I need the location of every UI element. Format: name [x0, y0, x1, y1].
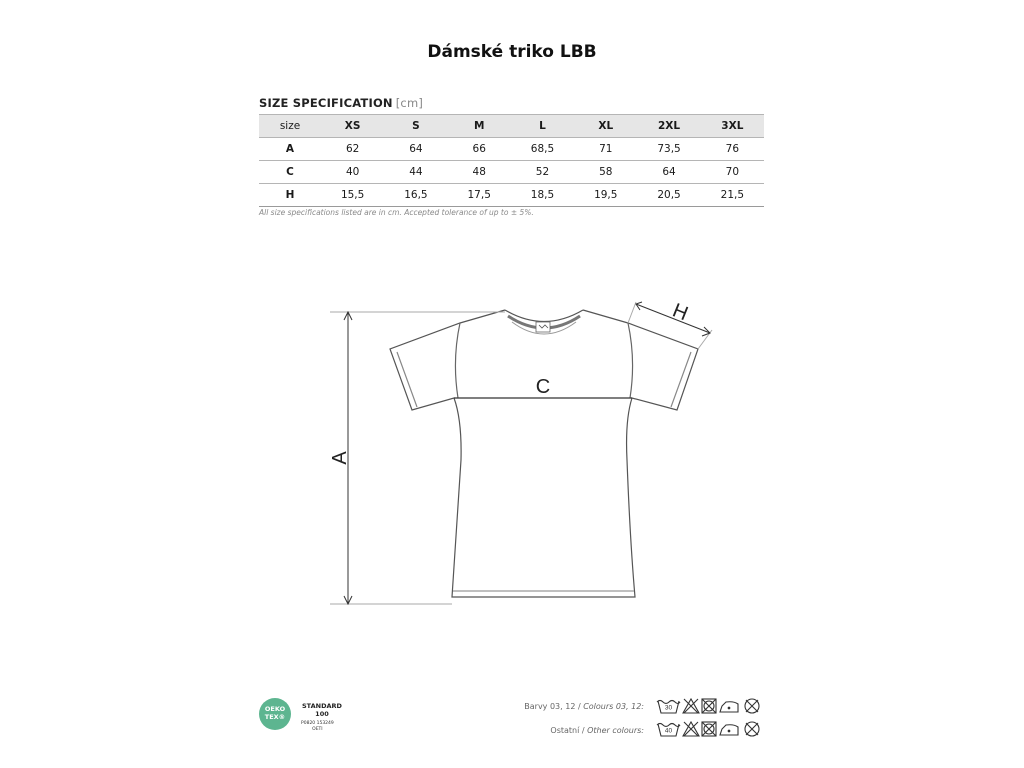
header-cell: M — [448, 115, 511, 138]
header-cell: size — [259, 115, 321, 138]
header-cell: 2XL — [637, 115, 700, 138]
row-label: A — [259, 138, 321, 161]
no-bleach-cross-icon — [684, 722, 698, 736]
table-cell: 66 — [448, 138, 511, 161]
care-icons-row-2 — [656, 719, 766, 739]
care1-cz: Barvy 03, 12 / — [524, 702, 584, 711]
table-cell: 58 — [574, 161, 637, 184]
table-cell: 76 — [701, 138, 764, 161]
oeko-tex-logo — [259, 698, 291, 730]
measure-line-a — [330, 312, 505, 604]
measure-line-h — [628, 299, 712, 349]
care-label-other — [444, 726, 644, 735]
size-spec-unit: [cm] — [395, 96, 424, 110]
wash-temp-40: 40 — [664, 727, 673, 735]
table-cell: 44 — [384, 161, 447, 184]
table-cell: 48 — [448, 161, 511, 184]
standard-text — [302, 702, 342, 718]
row-label: H — [259, 184, 321, 207]
header-cell: XL — [574, 115, 637, 138]
table-cell: 62 — [321, 138, 384, 161]
no-bleach-cross-icon — [684, 699, 698, 713]
table-cell: 73,5 — [637, 138, 700, 161]
care2-cz: Ostatní / — [550, 726, 588, 735]
wash-water-icon — [657, 724, 680, 727]
tolerance-note: All size specifications listed are in cm. Accepted tolerance of up to ± 5%. — [259, 208, 534, 217]
table-cell: 16,5 — [384, 184, 447, 207]
oeko-line-1: OEKO — [264, 705, 286, 713]
table-cell: 52 — [511, 161, 574, 184]
table-cell: 68,5 — [511, 138, 574, 161]
table-cell: 20,5 — [637, 184, 700, 207]
oeko-line-2: TEX® — [264, 713, 286, 721]
table-cell: 19,5 — [574, 184, 637, 207]
care-icons-row-1 — [656, 696, 766, 716]
cert-line-1: P0820 153249 — [301, 721, 334, 726]
care-label-colours — [444, 702, 644, 711]
cert-line-2: OETI — [312, 727, 323, 732]
tshirt-outline — [390, 310, 698, 597]
header-cell: S — [384, 115, 447, 138]
table-cell: 64 — [384, 138, 447, 161]
standard-line-2: 100 — [315, 710, 329, 718]
label-h: H — [669, 299, 692, 326]
size-spec-title: SIZE SPECIFICATION — [259, 96, 393, 110]
table-cell: 18,5 — [511, 184, 574, 207]
table-cell: 64 — [637, 161, 700, 184]
label-c: C — [535, 376, 551, 398]
table-cell: 15,5 — [321, 184, 384, 207]
table-cell: 17,5 — [448, 184, 511, 207]
care1-en: Colours 03, 12: — [583, 702, 644, 711]
header-cell: XS — [321, 115, 384, 138]
table-cell: 71 — [574, 138, 637, 161]
wash-water-icon — [657, 701, 680, 704]
document-title: Dámské triko LBB — [427, 42, 597, 62]
table-cell: 21,5 — [701, 184, 764, 207]
certificate-number — [301, 721, 334, 733]
standard-line-1: STANDARD — [302, 702, 342, 710]
wash-temp-30: 30 — [664, 704, 673, 712]
label-a: A — [329, 451, 351, 465]
header-cell: 3XL — [701, 115, 764, 138]
row-label: C — [259, 161, 321, 184]
care2-en: Other colours: — [587, 726, 644, 735]
header-cell: L — [511, 115, 574, 138]
table-cell: 40 — [321, 161, 384, 184]
table-cell: 70 — [701, 161, 764, 184]
